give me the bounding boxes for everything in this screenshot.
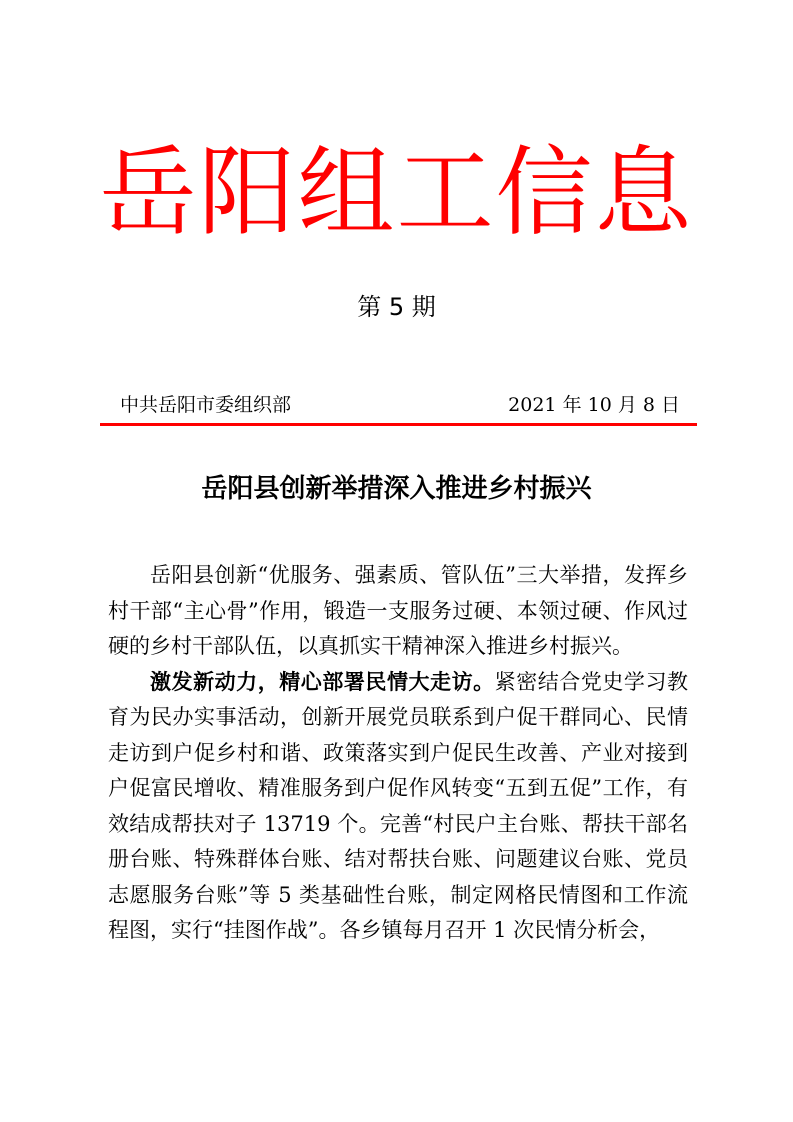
paragraph-visits: [108, 665, 688, 949]
issue-number: 第 5 期: [357, 293, 436, 321]
article-title: 岳阳县创新举措深入推进乡村振兴: [201, 474, 592, 504]
red-separator-line: [100, 423, 697, 426]
article-body: [108, 558, 688, 949]
publication-date: 2021 年 10 月 8 日: [508, 394, 680, 416]
paragraph-text: 岳阳县创新“优服务、强素质、管队伍”三大举措，发挥乡村干部“主心骨”作用，锻造一支服务过硬、本领过硬、作风过硬的乡村干部队伍，以真抓实干精神深入推进乡村振兴。: [108, 563, 688, 658]
publication-info: [120, 390, 680, 420]
masthead-title: 岳阳组工信息: [99, 136, 694, 249]
paragraph-lead-heading: 激发新动力，精心部署民情大走访。: [150, 669, 495, 694]
paragraph-text: 紧密结合党史学习教育为民办实事活动，创新开展党员联系到户促干群同心、民情走访到户促乡村和谐、政策落实到户促民生改善、产业对接到户促富民增收、精准服务到户促作风转变“五到五促”工作，有效结成帮扶对子 13719 个。完善“村民户主台账、帮扶干部名册台账、特殊群体台账、结对帮扶台账、问题建议台账、党员志愿服务台账”等 5 类基础性台账，制定网格民情图和工作流程图，实行“挂图作战”。各乡镇每月召开 1 次民情分析会，: [108, 669, 689, 942]
paragraph-intro: [108, 558, 688, 665]
issuing-organization: 中共岳阳市委组织部: [120, 394, 292, 416]
